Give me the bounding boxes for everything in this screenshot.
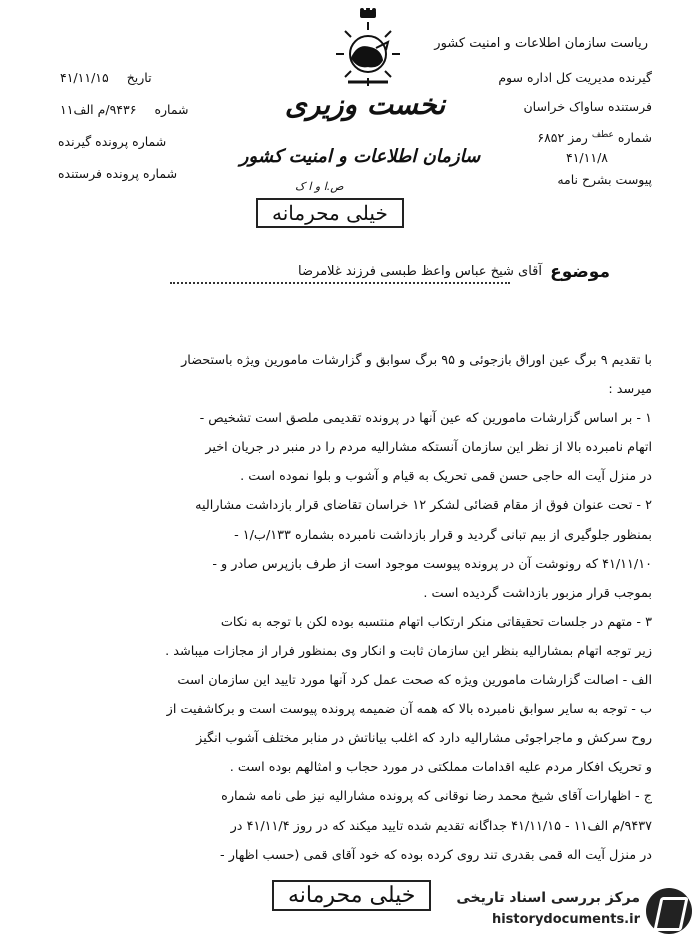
reference-number-label: شماره [617, 130, 652, 146]
date-label: تاریخ [126, 70, 152, 85]
archive-logo-icon [646, 888, 692, 934]
date-value: ۴۱/۱۱/۱۵ [60, 70, 109, 85]
recipient-file-number: شماره پرونده گیرنده [58, 134, 167, 149]
letterhead-subtitle: سازمان اطلاعات و امنیت کشور [239, 146, 481, 167]
body-line: الف - اصالت گزارشات مامورین ویژه که صحت عمل کرد آنها مورد تایید این سازمان است [177, 673, 652, 689]
subject-value: آقای شیخ عباس واعظ طبسی فرزند غلامرضا [298, 264, 542, 279]
reference-number-value: رمز ۶۸۵۲ [537, 130, 588, 146]
body-line: ۲ - تحت عنوان فوق از مقام قضائی لشکر ۱۲ خراسان تقاضای قرار بازداشت مشارالیه [195, 498, 652, 514]
letter-number-line [60, 102, 189, 117]
reference-date: ۴۱/۱۱/۸ [566, 150, 608, 165]
organization-line: ریاست سازمان اطلاعات و امنیت کشور [434, 36, 648, 51]
body-line: ج - اظهارات آقای شیخ محمد رضا نوقانی که پرونده مشارالیه نیز طی نامه شماره [221, 789, 652, 805]
watermark-title: مرکز بررسی اسناد تاریخی [456, 890, 640, 906]
body-line: زیر توجه اتهام بمشارالیه بنظر این سازمان ثابت و انکار وی بمنظور فرار از مجازات میباشد . [165, 643, 652, 659]
body-line: ۹۴۳۷/م الف۱۱ - ۴۱/۱۱/۱۵ جداگانه تقدیم شده تایید میکند که در روز ۴۱/۱۱/۴ در [230, 818, 652, 834]
watermark-url: historydocuments.ir [491, 912, 640, 927]
classification-stamp-bottom: خیلی محرمانه [272, 880, 431, 911]
date-line [60, 70, 152, 85]
body-line: بمنظور جلوگیری از بیم تبانی گردید و قرار بازداشت نامبرده بشماره ۱۳۳/ب/۱ - [234, 527, 652, 543]
source-watermark [430, 888, 692, 936]
body-line: اتهام نامبرده بالا از نظر این سازمان آنستکه مشارالیه مردم را در منبر در جریان اخیر [205, 440, 652, 456]
subject-dotted-line [170, 282, 510, 284]
reference-number-line [537, 130, 652, 145]
body-line: روح سرکش و ماجراجوئی مشارالیه دارد که اغلب بیاناتش در منابر مختلف آشوب انگیز [196, 731, 652, 747]
body-line: ب - توجه به سایر سوابق نامبرده بالا که همه آن ضمیمه پرونده پیوست است و برکاشفیت از [166, 702, 652, 718]
letter-number-value: ۹۴۳۶/م الف۱۱ [60, 102, 137, 117]
letterhead-code: ص.ا و ا ک [295, 180, 344, 193]
attachment-line: پیوست بشرح نامه [557, 172, 652, 187]
body-line: ۳ - متهم در جلسات تحقیقاتی منکر ارتکاب اتهام منتسبه بوده لکن با توجه به نکات [220, 614, 652, 630]
body-line: ۱ - بر اساس گزارشات مامورین که عین آنها در پرونده تقدیمی ملصق است تشخیص - [199, 411, 652, 427]
body-line: میرسد : [608, 382, 652, 398]
lion-and-sun-emblem-icon [318, 8, 418, 100]
sender-line: فرستنده ساواک خراسان [523, 99, 652, 114]
classification-stamp-top: خیلی محرمانه [256, 198, 404, 228]
letterhead-title: نخست وزیری [284, 88, 446, 121]
body-line: بموجب قرار مزبور بازداشت گردیده است . [423, 585, 652, 601]
body-line: و تحریک افکار مردم علیه اقدامات مملکتی در مورد حجاب و امثالهم بوده است . [229, 760, 652, 776]
body-line: در منزل آیت اله قمی بقدری تند روی کرده بوده که خود آقای قمی (حسب اظهار - [220, 847, 652, 863]
subject-label: موضوع [550, 262, 610, 282]
reference-qualifier: عطف [591, 130, 614, 140]
sender-file-number: شماره پرونده فرستنده [58, 166, 178, 181]
recipient-line: گیرنده مدیریت کل اداره سوم [498, 70, 652, 85]
body-line: در منزل آیت اله حاجی حسن قمی تحریک به قیام و آشوب و بلوا نموده است . [240, 469, 652, 485]
body-line: با تقدیم ۹ برگ عین اوراق بازجوئی و ۹۵ برگ سوابق و گزارشات مامورین ویژه باستحضار [181, 353, 652, 368]
body-line: ۴۱/۱۱/۱۰ که رونوشت آن در پرونده پیوست موجود است از طرف بازپرس صادر و - [212, 556, 652, 572]
letter-number-label: شماره [154, 102, 189, 117]
letter-body [30, 346, 652, 870]
